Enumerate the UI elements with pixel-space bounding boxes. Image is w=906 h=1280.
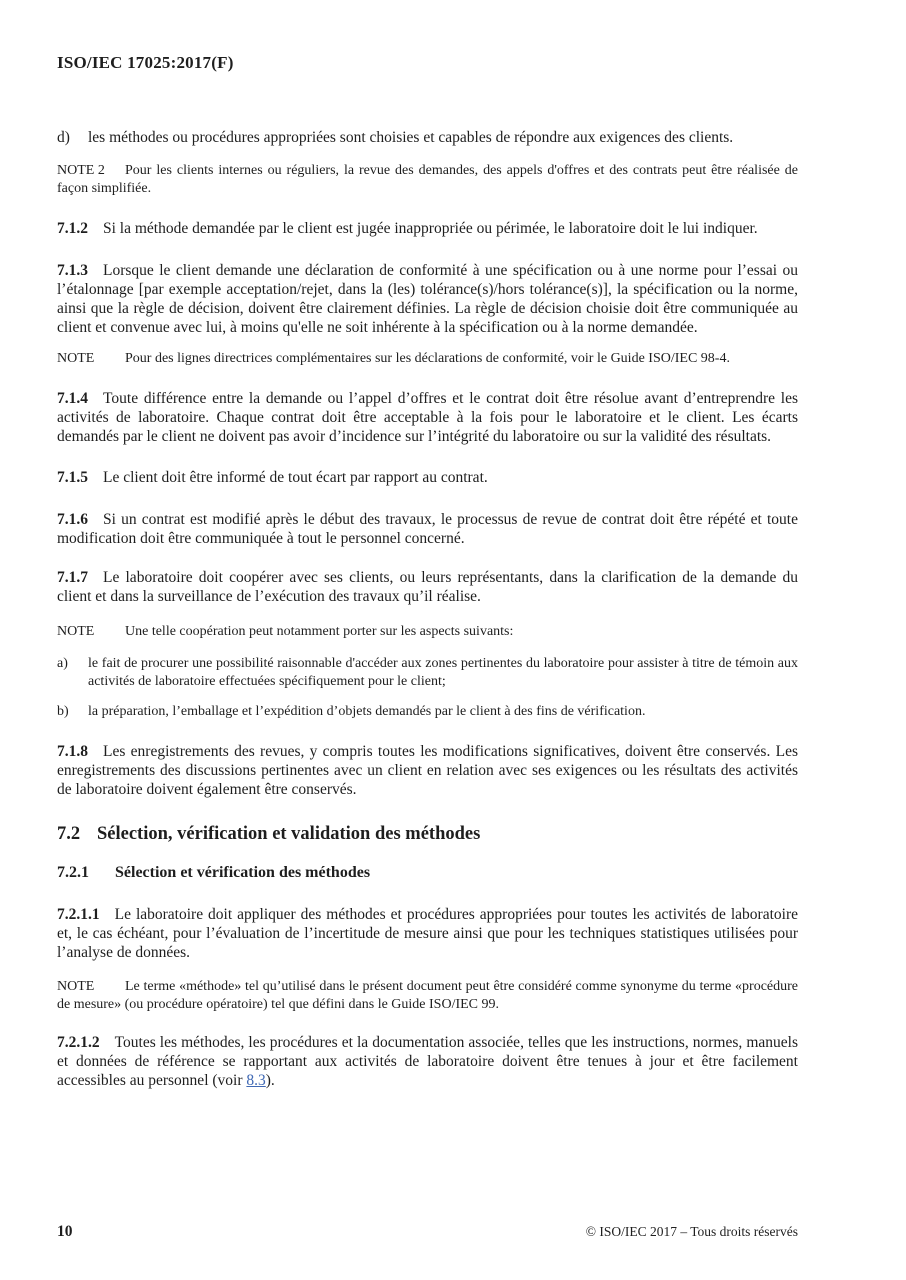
clause-7-1-3	[57, 261, 798, 337]
clause-text: Si un contrat est modifié après le début des travaux, le processus de revue de contrat doit être répété et toute modification doit être communiquée à tout le personnel concerné.	[57, 511, 798, 547]
clause-number: 7.1.5	[57, 469, 88, 486]
clause-number: 7.1.3	[57, 262, 88, 279]
clause-number: 7.2.1.2	[57, 1034, 100, 1051]
clause-number: 7.1.7	[57, 569, 88, 586]
clause-number: 7.2.1.1	[57, 906, 100, 923]
clause-7-1-5	[57, 468, 798, 487]
note-label: NOTE	[57, 351, 95, 366]
list-item-b	[57, 703, 798, 721]
page-number: 10	[57, 1223, 73, 1240]
clause-7-1-2	[57, 219, 798, 238]
clause-7-2-1-2	[57, 1033, 798, 1090]
clause-text: Le client doit être informé de tout écart par rapport au contrat.	[103, 469, 488, 486]
clause-text-after-link: ).	[265, 1072, 275, 1089]
running-header: ISO/IEC 17025:2017(F)	[57, 53, 234, 72]
note-methode	[57, 978, 798, 1014]
section-heading-7-2-1	[57, 863, 798, 882]
section-number: 7.2	[57, 824, 81, 844]
clause-text: Lorsque le client demande une déclaration de conformité à une spécification ou à une norme pour l’essai ou l’étalonnage [par exemple acceptation/rejet, dans la (les) tolérance(s)/hors tolérance(s)], la spécification ou la norme, ainsi que la règle de décision, doivent être clairement définies. La règle de décision choisie doit être communiquée au client et convenue avec lui, à moins qu'elle ne soit inhérente à la spécification ou à la norme demandée.	[57, 262, 798, 336]
note-label: NOTE 2	[57, 163, 105, 178]
list-item-text: le fait de procurer une possibilité raisonnable d'accéder aux zones pertinentes du laboratoire pour assister à titre de témoin aux activités de laboratoire effectuées spécifiquement pour le client;	[88, 656, 798, 689]
clause-number: 7.1.8	[57, 743, 88, 760]
list-item-d	[57, 128, 798, 147]
cross-reference-link-8-3[interactable]: 8.3	[246, 1072, 266, 1089]
note-2	[57, 162, 798, 198]
list-item-a	[57, 655, 798, 691]
list-item-text: la préparation, l’emballage et l’expédition d’objets demandés par le client à des fins de vérification.	[88, 704, 646, 719]
clause-text: Le laboratoire doit coopérer avec ses clients, ou leurs représentants, dans la clarification de la demande du client et dans la surveillance de l’exécution des travaux qu’il réalise.	[57, 569, 798, 605]
section-title: Sélection, vérification et validation des méthodes	[97, 824, 481, 844]
page-content	[57, 0, 798, 1090]
clause-text-before-link: Toutes les méthodes, les procédures et la documentation associée, telles que les instructions, normes, manuels et données de référence se rapportant aux activités de laboratoire doivent être tenues à jour et être facilement accessibles au personnel (voir	[57, 1034, 798, 1089]
clause-text: Toute différence entre la demande ou l’appel d’offres et le contrat doit être résolue avant d’entreprendre les activités de laboratoire. Chaque contrat doit être acceptable à la fois pour le laboratoire et le client. Les écarts demandés par le client ne doivent pas avoir d’incidence sur l’intégrité du laboratoire ou sur la validité des résultats.	[57, 390, 798, 445]
clause-number: 7.1.4	[57, 390, 88, 407]
page-footer	[57, 1222, 798, 1241]
note-text: Une telle coopération peut notamment porter sur les aspects suivants:	[125, 624, 514, 639]
note-text: Pour les clients internes ou réguliers, la revue des demandes, des appels d'offres et des contrats peut être réalisée de façon simplifiée.	[57, 163, 798, 196]
list-item-marker: b)	[57, 704, 69, 719]
clause-text: Le laboratoire doit appliquer des méthodes et procédures appropriées pour toutes les activités de laboratoire et, le cas échéant, pour l’évaluation de l’incertitude de mesure ainsi que pour les techniques statistiques utilisées pour l’analyse de données.	[57, 906, 798, 961]
clause-text: Les enregistrements des revues, y compris toutes les modifications significatives, doivent être conservés. Les enregistrements des discussions pertinentes avec un client en relation avec ses exigences ou les résultats des activités de laboratoire doivent également être conservés.	[57, 743, 798, 798]
clause-7-1-4	[57, 389, 798, 446]
clause-text: Si la méthode demandée par le client est jugée inappropriée ou périmée, le laboratoire doit le lui indiquer.	[103, 220, 758, 237]
clause-number: 7.1.2	[57, 220, 88, 237]
list-item-marker: a)	[57, 656, 68, 671]
copyright-notice: © ISO/IEC 2017 – Tous droits réservés	[585, 1224, 798, 1239]
clause-7-2-1-1	[57, 905, 798, 962]
list-item-marker: d)	[57, 129, 70, 146]
section-number: 7.2.1	[57, 864, 89, 881]
note-text: Pour des lignes directrices complémentaires sur les déclarations de conformité, voir le Guide ISO/IEC 98-4.	[125, 351, 730, 366]
section-title: Sélection et vérification des méthodes	[115, 864, 371, 881]
clause-7-1-8	[57, 742, 798, 799]
clause-number: 7.1.6	[57, 511, 88, 528]
section-heading-7-2	[57, 823, 798, 845]
note-label: NOTE	[57, 979, 95, 994]
note-conformite	[57, 350, 798, 368]
clause-7-1-7	[57, 568, 798, 606]
note-text: Le terme «méthode» tel qu’utilisé dans le présent document peut être considéré comme synonyme du terme «procédure de mesure» (ou procédure opératoire) tel que défini dans le Guide ISO/IEC 99.	[57, 979, 798, 1012]
list-item-text: les méthodes ou procédures appropriées sont choisies et capables de répondre aux exigences des clients.	[88, 129, 734, 146]
note-cooperation	[57, 623, 798, 641]
note-label: NOTE	[57, 624, 95, 639]
clause-7-1-6	[57, 510, 798, 548]
